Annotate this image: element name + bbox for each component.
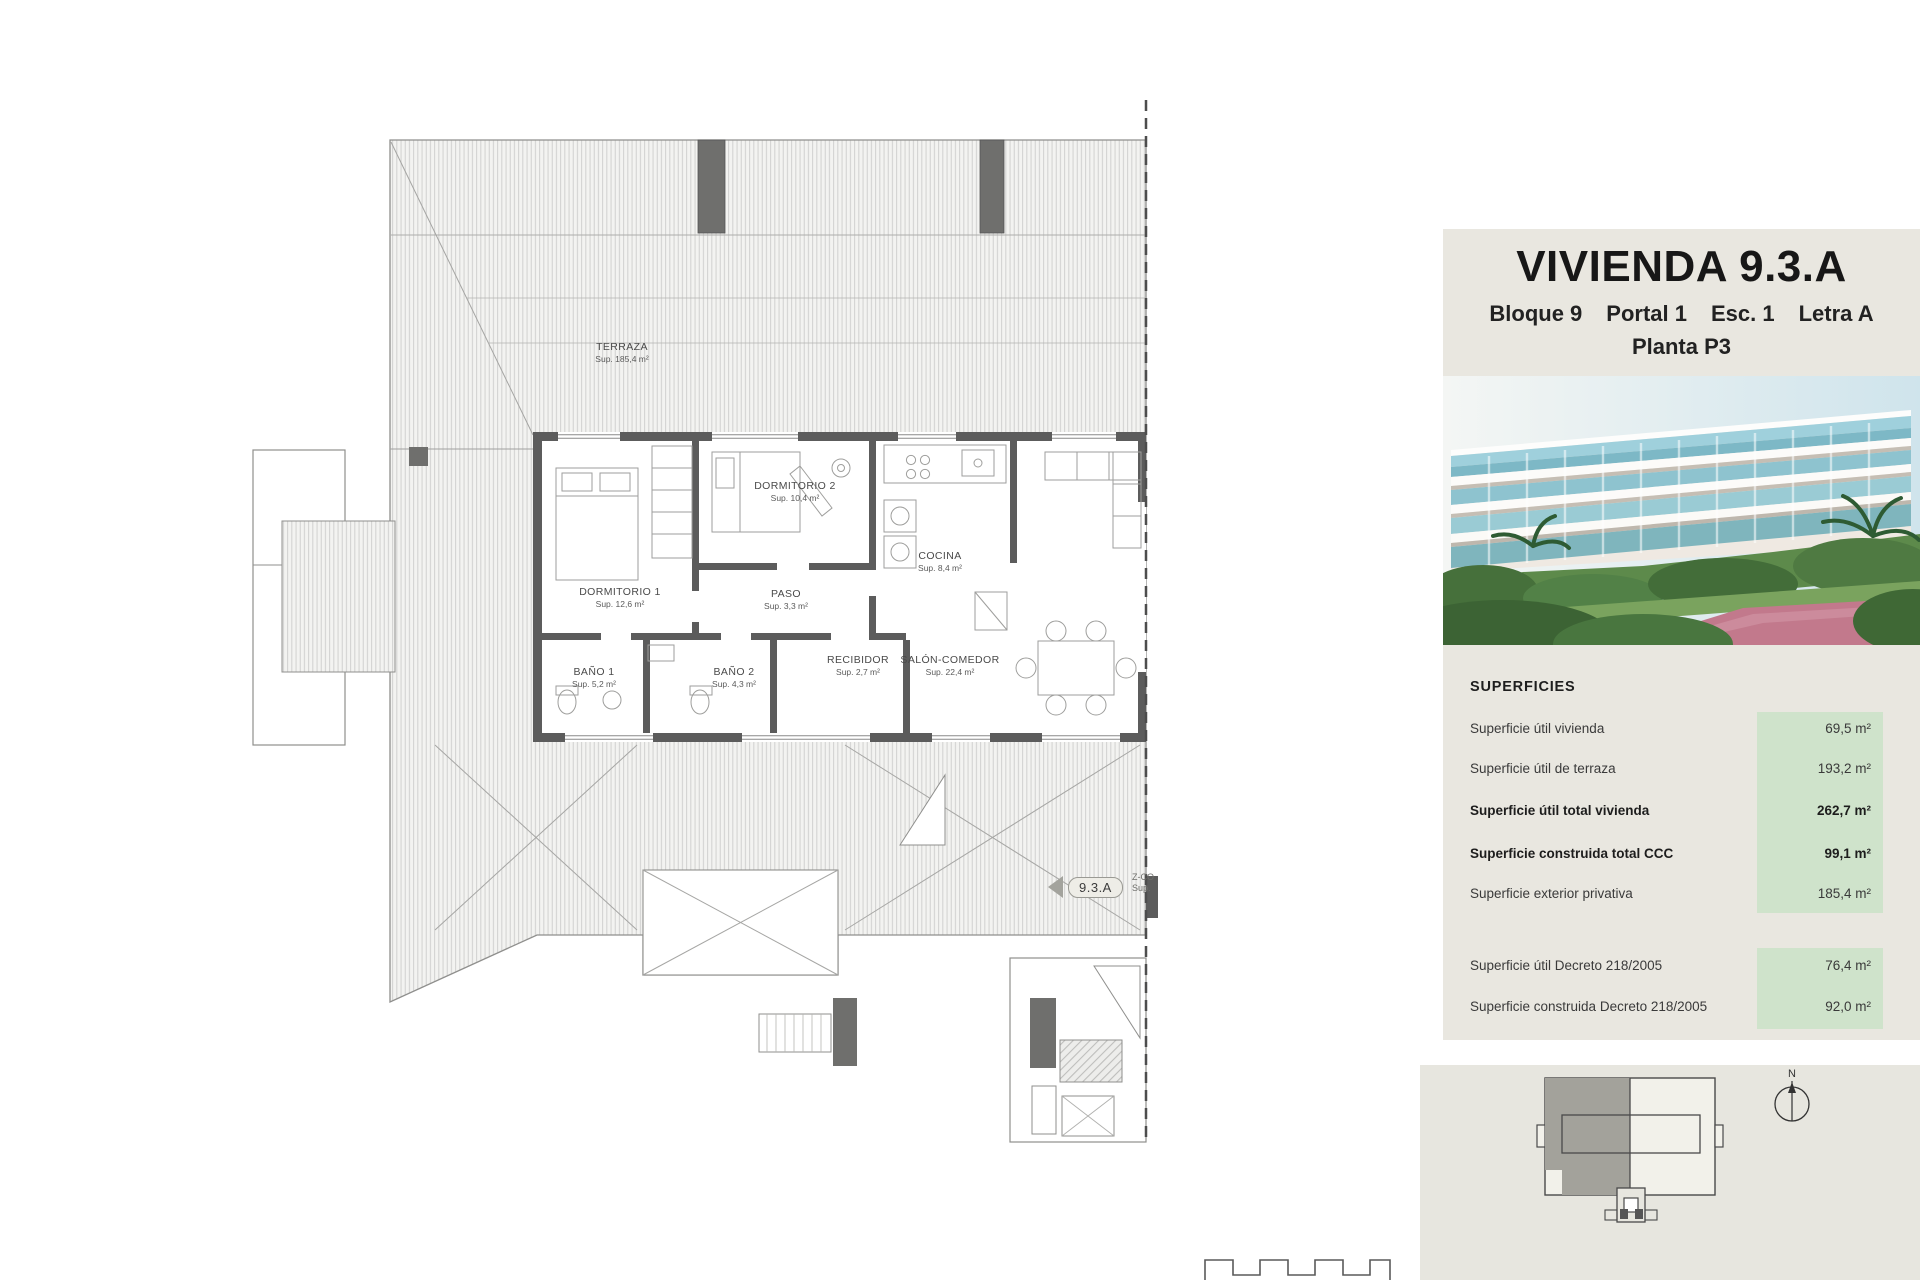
letra-label: Letra A xyxy=(1798,301,1874,326)
crenellation-fragment xyxy=(1205,1260,1390,1280)
skylight xyxy=(643,870,838,975)
portal-label: Portal 1 xyxy=(1606,301,1687,326)
table-row: Superficie construida total CCC 99,1 m² xyxy=(1470,846,1871,861)
room-label-terraza: TERRAZA Sup. 185,4 m² xyxy=(595,341,649,365)
table-row: Superficie construida Decreto 218/2005 92,0 m² xyxy=(1470,999,1871,1014)
bloque-label: Bloque 9 xyxy=(1489,301,1583,326)
table-row: Superficie útil total vivienda 262,7 m² xyxy=(1470,803,1871,818)
stair-block xyxy=(759,958,1146,1142)
table-row: Superficie exterior privativa 185,4 m² xyxy=(1470,886,1871,901)
room-label-paso: PASO Sup. 3,3 m² xyxy=(764,588,808,612)
room-label-bano-1: BAÑO 1 Sup. 5,2 m² xyxy=(572,666,616,690)
building-footprint xyxy=(1537,1078,1723,1222)
roof-chimney-block xyxy=(980,140,1004,233)
cut-off-annotation: Z-CO Sup. xyxy=(1132,872,1154,894)
room-label-dormitorio-1: DORMITORIO 1 Sup. 12,6 m² xyxy=(579,586,661,610)
table-row: Superficie útil Decreto 218/2005 76,4 m² xyxy=(1470,958,1871,973)
svg-text:N: N xyxy=(1788,1068,1796,1080)
room-label-salon-comedor: SALÓN-COMEDOR Sup. 22,4 m² xyxy=(900,654,1000,678)
room-label-dormitorio-2: DORMITORIO 2 Sup. 10,4 m² xyxy=(754,480,836,504)
badge-arrow-icon xyxy=(1048,876,1063,898)
unit-badge xyxy=(1048,876,1123,898)
page-title: VIVIENDA 9.3.A xyxy=(1516,242,1847,291)
unit-location-line xyxy=(1443,301,1920,327)
superficies-heading: SUPERFICIES xyxy=(1470,679,1576,695)
machine-units xyxy=(759,998,857,1066)
unit-badge-label: 9.3.A xyxy=(1068,877,1123,898)
room-label-cocina: COCINA Sup. 8,4 m² xyxy=(918,550,962,574)
unit-highlight xyxy=(1545,1078,1630,1170)
room-label-bano-2: BAÑO 2 Sup. 4,3 m² xyxy=(712,666,756,690)
table-row: Superficie útil de terraza 193,2 m² xyxy=(1470,761,1871,776)
building-photo xyxy=(1443,376,1920,645)
info-panel xyxy=(1443,229,1920,1040)
locator-panel xyxy=(1420,1065,1920,1280)
escalera-label: Esc. 1 xyxy=(1711,301,1775,326)
room-label-recibidor: RECIBIDOR Sup. 2,7 m² xyxy=(827,654,889,678)
planta-label: Planta P3 xyxy=(1631,334,1732,359)
roof-chimney-block xyxy=(698,140,725,233)
north-compass-icon xyxy=(1775,1068,1809,1121)
table-row: Superficie útil vivienda 69,5 m² xyxy=(1470,721,1871,736)
left-balcony xyxy=(253,450,395,745)
pillar xyxy=(409,447,428,466)
